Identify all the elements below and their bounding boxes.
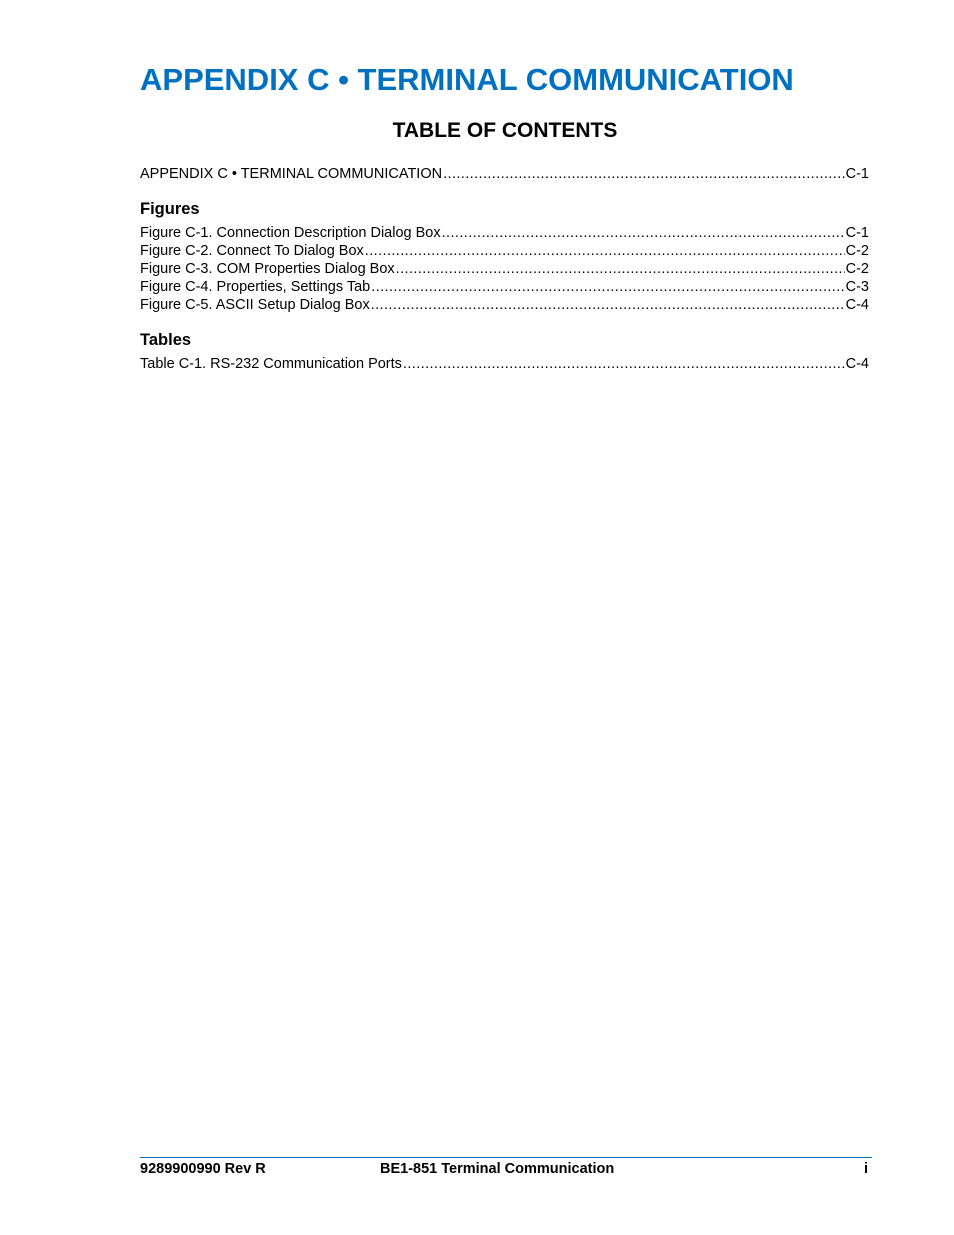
toc-entry-page: C-2	[845, 261, 869, 277]
toc-dot-leader	[371, 296, 845, 314]
toc-dot-leader	[443, 165, 845, 183]
toc-entry-figure-c2[interactable]	[140, 242, 869, 260]
toc-entry-figure-c1[interactable]	[140, 224, 869, 242]
toc-entry-page: C-4	[845, 356, 869, 372]
toc-entry-page: C-3	[845, 279, 869, 295]
toc-dot-leader	[365, 242, 845, 260]
footer-doc-number: 9289900990 Rev R	[140, 1161, 266, 1177]
toc-entry-label: APPENDIX C • TERMINAL COMMUNICATION	[140, 166, 443, 182]
toc-entry-page: C-1	[845, 166, 869, 182]
toc-entry-figure-c3[interactable]	[140, 260, 869, 278]
toc-entry-label: Figure C-1. Connection Description Dialog Box	[140, 225, 441, 241]
footer-rule	[140, 1157, 872, 1158]
toc-entry-page: C-4	[845, 297, 869, 313]
footer-page-number: i	[864, 1161, 869, 1177]
toc-dot-leader	[403, 355, 845, 373]
toc-entry-page: C-2	[845, 243, 869, 259]
toc-entry-label: Figure C-3. COM Properties Dialog Box	[140, 261, 395, 277]
toc-dot-leader	[442, 224, 845, 242]
footer-doc-title: BE1-851 Terminal Communication	[380, 1161, 615, 1177]
toc-dot-leader	[371, 278, 844, 296]
toc-entry-appendix-c[interactable]	[140, 165, 869, 183]
toc-entry-label: Figure C-5. ASCII Setup Dialog Box	[140, 297, 370, 313]
figures-heading: Figures	[140, 200, 200, 218]
toc-dot-leader	[396, 260, 845, 278]
toc-entry-label: Figure C-4. Properties, Settings Tab	[140, 279, 371, 295]
toc-heading: TABLE OF CONTENTS	[392, 119, 618, 142]
toc-entry-figure-c4[interactable]	[140, 278, 869, 296]
toc-entry-page: C-1	[845, 225, 869, 241]
page-title: APPENDIX C • TERMINAL COMMUNICATION	[140, 62, 794, 97]
toc-entry-figure-c5[interactable]	[140, 296, 869, 314]
toc-entry-label: Table C-1. RS-232 Communication Ports	[140, 356, 402, 372]
tables-heading: Tables	[140, 331, 192, 349]
toc-entry-table-c1[interactable]	[140, 355, 869, 373]
toc-entry-label: Figure C-2. Connect To Dialog Box	[140, 243, 364, 259]
